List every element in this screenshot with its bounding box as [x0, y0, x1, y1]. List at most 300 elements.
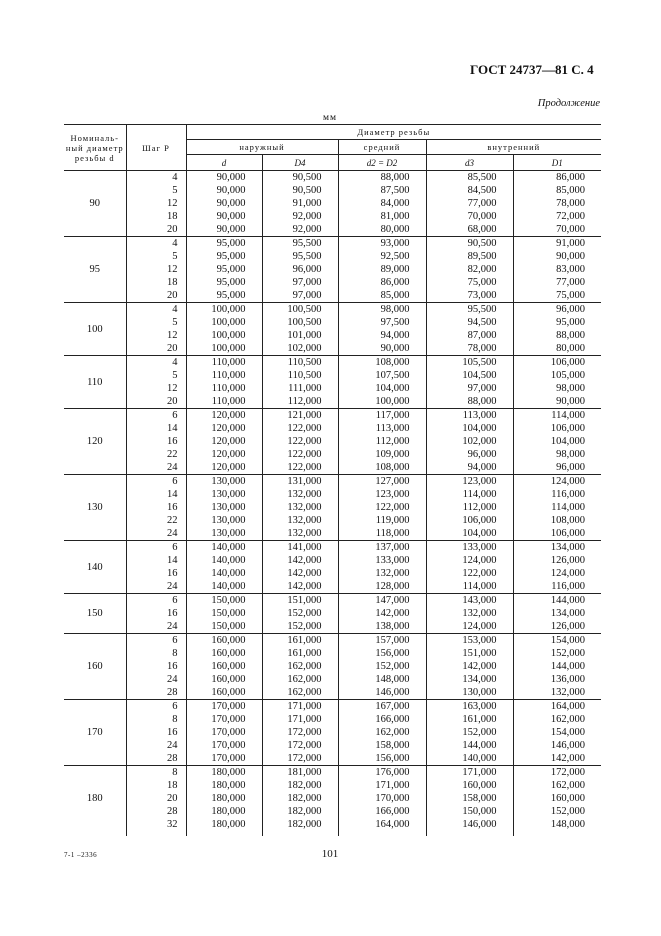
inner-d3-value: 90,500 — [467, 238, 497, 249]
middle-d2-column-cell — [338, 634, 426, 700]
pitch-value: 20 — [167, 224, 178, 235]
pitch-value: 4 — [172, 304, 178, 315]
pitch-value: 16 — [167, 502, 178, 513]
pitch-column-cell — [126, 700, 186, 766]
table-row-group — [64, 303, 601, 356]
pitch-value: 14 — [167, 555, 178, 566]
spacer-cell — [64, 831, 126, 836]
inner-d3-value: 94,500 — [467, 317, 497, 328]
inner-d3-value: 142,000 — [462, 661, 497, 672]
outer-d-value: 140,000 — [211, 568, 246, 579]
middle-d2-value: 158,000 — [375, 740, 410, 751]
pitch-value: 6 — [172, 410, 178, 421]
inner-D1-value: 152,000 — [550, 648, 586, 659]
inner-D1-value: 124,000 — [550, 476, 586, 487]
inner-D1-value: 90,000 — [556, 251, 586, 262]
pitch-value: 16 — [167, 568, 178, 579]
pitch-value: 24 — [167, 621, 178, 632]
outer-D4-value: 171,000 — [287, 714, 322, 725]
inner-D1-value: 86,000 — [556, 172, 586, 183]
inner-d3-value: 75,000 — [467, 277, 497, 288]
outer-d-column-cell — [186, 475, 262, 541]
spacer-cell — [338, 831, 426, 836]
outer-d-column-cell — [186, 237, 262, 303]
inner-d3-value: 153,000 — [462, 635, 497, 646]
inner-D1-value: 114,000 — [551, 410, 586, 421]
inner-d3-value: 97,000 — [467, 383, 497, 394]
outer-D4-column-cell — [262, 700, 338, 766]
inner-d3-value: 113,000 — [462, 410, 497, 421]
inner-D1-value: 126,000 — [550, 621, 586, 632]
inner-d3-value: 106,000 — [462, 515, 497, 526]
header-outer-D4: D4 — [262, 155, 338, 171]
outer-D4-value: 161,000 — [287, 648, 322, 659]
middle-d2-value: 113,000 — [375, 423, 410, 434]
outer-D4-value: 182,000 — [287, 793, 322, 804]
inner-D1-value: 154,000 — [550, 635, 586, 646]
outer-D4-value: 122,000 — [287, 436, 322, 447]
middle-d2-value: 109,000 — [375, 449, 410, 460]
outer-d-value: 130,000 — [211, 489, 246, 500]
inner-d3-value: 160,000 — [462, 780, 497, 791]
outer-D4-value: 110,500 — [287, 357, 322, 368]
inner-d3-value: 95,500 — [467, 304, 497, 315]
inner-d3-column-cell — [426, 171, 513, 237]
pitch-value: 24 — [167, 740, 178, 751]
inner-d3-value: 171,000 — [462, 767, 497, 778]
pitch-value: 6 — [172, 701, 178, 712]
inner-d3-value: 140,000 — [462, 753, 497, 764]
middle-d2-value: 107,500 — [375, 370, 410, 381]
inner-d3-value: 122,000 — [462, 568, 497, 579]
outer-D4-value: 172,000 — [287, 740, 322, 751]
header-thread-diameter: Диаметр резьбы — [186, 125, 601, 140]
middle-d2-value: 146,000 — [375, 687, 410, 698]
middle-d2-value: 88,000 — [380, 172, 410, 183]
pitch-value: 20 — [167, 290, 178, 301]
outer-D4-column-cell — [262, 541, 338, 594]
outer-d-value: 90,000 — [216, 211, 246, 222]
inner-D1-value: 106,000 — [550, 528, 586, 539]
outer-D4-value: 112,000 — [287, 396, 322, 407]
outer-d-column-cell — [186, 766, 262, 832]
outer-d-value: 160,000 — [211, 674, 246, 685]
header-middle-d2: d2 = D2 — [338, 155, 426, 171]
middle-d2-value: 112,000 — [375, 436, 410, 447]
inner-D1-value: 124,000 — [550, 568, 586, 579]
middle-d2-column-cell — [338, 541, 426, 594]
pitch-value: 24 — [167, 674, 178, 685]
inner-d3-value: 88,000 — [467, 396, 497, 407]
outer-D4-value: 97,000 — [292, 290, 322, 301]
nominal-diameter-cell: 130 — [64, 475, 126, 541]
outer-d-value: 170,000 — [211, 727, 246, 738]
outer-d-value: 160,000 — [211, 635, 246, 646]
table-row-group — [64, 766, 601, 832]
outer-D4-value: 92,000 — [292, 211, 322, 222]
middle-d2-value: 167,000 — [375, 701, 410, 712]
outer-D4-value: 182,000 — [287, 806, 322, 817]
outer-D4-value: 172,000 — [287, 727, 322, 738]
outer-d-value: 120,000 — [211, 423, 246, 434]
middle-d2-value: 123,000 — [375, 489, 410, 500]
outer-d-value: 120,000 — [211, 436, 246, 447]
pitch-value: 5 — [172, 185, 178, 196]
middle-d2-value: 85,000 — [380, 290, 410, 301]
outer-d-value: 95,000 — [216, 277, 246, 288]
middle-d2-column-cell — [338, 356, 426, 409]
inner-D1-column-cell — [513, 171, 601, 237]
nominal-diameter-cell: 160 — [64, 634, 126, 700]
pitch-value: 14 — [167, 423, 178, 434]
inner-D1-value: 96,000 — [556, 462, 586, 473]
outer-D4-value: 182,000 — [287, 819, 322, 830]
middle-d2-value: 92,500 — [380, 251, 410, 262]
pitch-column-cell — [126, 634, 186, 700]
inner-D1-column-cell — [513, 409, 601, 475]
middle-d2-value: 119,000 — [375, 515, 410, 526]
inner-d3-value: 87,000 — [467, 330, 497, 341]
pitch-value: 22 — [167, 515, 178, 526]
outer-d-value: 95,000 — [216, 264, 246, 275]
inner-D1-value: 116,000 — [551, 581, 586, 592]
middle-d2-column-cell — [338, 594, 426, 634]
pitch-value: 8 — [172, 648, 178, 659]
outer-d-value: 90,000 — [216, 198, 246, 209]
inner-d3-value: 124,000 — [462, 555, 497, 566]
spacer-cell — [126, 831, 186, 836]
inner-D1-value: 162,000 — [550, 714, 586, 725]
outer-D4-column-cell — [262, 475, 338, 541]
inner-d3-value: 161,000 — [462, 714, 497, 725]
middle-d2-column-cell — [338, 700, 426, 766]
pitch-value: 28 — [167, 753, 178, 764]
middle-d2-value: 147,000 — [375, 595, 410, 606]
outer-D4-value: 92,000 — [292, 224, 322, 235]
outer-D4-value: 142,000 — [287, 555, 322, 566]
pitch-value: 4 — [172, 172, 178, 183]
middle-d2-value: 142,000 — [375, 608, 410, 619]
pitch-value: 5 — [172, 251, 178, 262]
pitch-value: 4 — [172, 357, 178, 368]
inner-d3-value: 94,000 — [467, 462, 497, 473]
inner-d3-column-cell — [426, 541, 513, 594]
outer-D4-value: 90,500 — [292, 172, 322, 183]
inner-d3-column-cell — [426, 303, 513, 356]
outer-d-value: 95,000 — [216, 251, 246, 262]
outer-D4-column-cell — [262, 356, 338, 409]
outer-d-value: 160,000 — [211, 687, 246, 698]
outer-d-value: 130,000 — [211, 502, 246, 513]
middle-d2-value: 166,000 — [375, 714, 410, 725]
middle-d2-value: 148,000 — [375, 674, 410, 685]
middle-d2-value: 128,000 — [375, 581, 410, 592]
outer-D4-value: 142,000 — [287, 568, 322, 579]
pitch-value: 32 — [167, 819, 178, 830]
inner-d3-value: 84,500 — [467, 185, 497, 196]
pitch-value: 20 — [167, 396, 178, 407]
middle-d2-value: 127,000 — [375, 476, 410, 487]
outer-D4-value: 101,000 — [287, 330, 322, 341]
pitch-value: 16 — [167, 661, 178, 672]
outer-d-value: 95,000 — [216, 290, 246, 301]
middle-d2-value: 164,000 — [375, 819, 410, 830]
outer-d-column-cell — [186, 541, 262, 594]
middle-d2-value: 171,000 — [375, 780, 410, 791]
nominal-diameter-cell: 140 — [64, 541, 126, 594]
inner-d3-value: 70,000 — [467, 211, 497, 222]
outer-d-value: 110,000 — [211, 396, 246, 407]
middle-d2-value: 156,000 — [375, 753, 410, 764]
header-inner-D1: D1 — [513, 155, 601, 171]
inner-D1-value: 172,000 — [550, 767, 586, 778]
outer-D4-column-cell — [262, 766, 338, 832]
outer-D4-value: 162,000 — [287, 687, 322, 698]
middle-d2-value: 87,500 — [380, 185, 410, 196]
inner-d3-value: 82,000 — [467, 264, 497, 275]
outer-d-column-cell — [186, 356, 262, 409]
outer-D4-value: 132,000 — [287, 528, 322, 539]
outer-D4-value: 100,500 — [287, 317, 322, 328]
middle-d2-value: 117,000 — [375, 410, 410, 421]
inner-D1-column-cell — [513, 475, 601, 541]
pitch-value: 28 — [167, 687, 178, 698]
pitch-column-cell — [126, 541, 186, 594]
middle-d2-value: 152,000 — [375, 661, 410, 672]
inner-d3-value: 134,000 — [462, 674, 497, 685]
inner-d3-column-cell — [426, 237, 513, 303]
outer-d-column-cell — [186, 303, 262, 356]
inner-D1-value: 114,000 — [551, 502, 586, 513]
middle-d2-value: 138,000 — [375, 621, 410, 632]
inner-D1-value: 88,000 — [556, 330, 586, 341]
inner-d3-value: 104,000 — [462, 423, 497, 434]
inner-D1-value: 148,000 — [550, 819, 586, 830]
inner-d3-value: 89,500 — [467, 251, 497, 262]
middle-d2-value: 90,000 — [380, 343, 410, 354]
inner-D1-value: 106,000 — [550, 357, 586, 368]
unit-label: мм — [322, 113, 338, 123]
pitch-value: 28 — [167, 806, 178, 817]
outer-D4-value: 142,000 — [287, 581, 322, 592]
pitch-value: 14 — [167, 489, 178, 500]
outer-d-value: 160,000 — [211, 648, 246, 659]
inner-d3-value: 102,000 — [462, 436, 497, 447]
inner-D1-column-cell — [513, 766, 601, 832]
pitch-column-cell — [126, 171, 186, 237]
inner-D1-column-cell — [513, 594, 601, 634]
pitch-column-cell — [126, 766, 186, 832]
inner-D1-value: 90,000 — [556, 396, 586, 407]
print-code: 7-1 –2336 — [64, 851, 98, 859]
pitch-column-cell — [126, 409, 186, 475]
header-nominal-diameter: Номиналь-ный диаметр резьбы d — [64, 125, 126, 171]
nominal-diameter-cell: 170 — [64, 700, 126, 766]
header-outer-d: d — [186, 155, 262, 171]
outer-D4-value: 151,000 — [287, 595, 322, 606]
outer-d-value: 160,000 — [211, 661, 246, 672]
outer-D4-value: 96,000 — [292, 264, 322, 275]
table-body — [64, 171, 601, 837]
outer-d-value: 140,000 — [211, 555, 246, 566]
pitch-value: 6 — [172, 542, 178, 553]
inner-D1-value: 75,000 — [556, 290, 586, 301]
middle-d2-value: 133,000 — [375, 555, 410, 566]
inner-d3-column-cell — [426, 475, 513, 541]
inner-D1-value: 70,000 — [556, 224, 586, 235]
outer-D4-column-cell — [262, 171, 338, 237]
middle-d2-value: 176,000 — [375, 767, 410, 778]
header-middle: средний — [338, 140, 426, 155]
inner-d3-value: 77,000 — [467, 198, 497, 209]
inner-d3-value: 73,000 — [467, 290, 497, 301]
header-inner: внутренний — [426, 140, 601, 155]
outer-d-value: 90,000 — [216, 185, 246, 196]
pitch-column-cell — [126, 237, 186, 303]
inner-d3-value: 150,000 — [462, 806, 497, 817]
outer-D4-value: 100,500 — [287, 304, 322, 315]
inner-D1-value: 136,000 — [550, 674, 586, 685]
outer-d-value: 130,000 — [211, 515, 246, 526]
inner-D1-value: 91,000 — [556, 238, 586, 249]
inner-D1-value: 85,000 — [556, 185, 586, 196]
inner-D1-value: 78,000 — [556, 198, 586, 209]
spacer-cell — [262, 831, 338, 836]
outer-d-value: 110,000 — [211, 370, 246, 381]
spacer-cell — [426, 831, 513, 836]
inner-d3-value: 104,000 — [462, 528, 497, 539]
outer-d-value: 180,000 — [211, 806, 246, 817]
inner-d3-value: 114,000 — [462, 489, 497, 500]
pitch-value: 12 — [167, 330, 178, 341]
middle-d2-column-cell — [338, 303, 426, 356]
pitch-value: 24 — [167, 528, 178, 539]
outer-d-column-cell — [186, 409, 262, 475]
outer-d-value: 180,000 — [211, 767, 246, 778]
outer-d-value: 170,000 — [211, 740, 246, 751]
outer-D4-value: 97,000 — [292, 277, 322, 288]
outer-d-value: 100,000 — [211, 343, 246, 354]
outer-d-value: 100,000 — [211, 317, 246, 328]
pitch-value: 18 — [167, 211, 178, 222]
inner-D1-value: 134,000 — [550, 542, 586, 553]
outer-D4-value: 95,500 — [292, 251, 322, 262]
outer-D4-value: 152,000 — [287, 621, 322, 632]
pitch-value: 4 — [172, 238, 178, 249]
outer-D4-value: 90,500 — [292, 185, 322, 196]
outer-d-value: 170,000 — [211, 714, 246, 725]
inner-D1-value: 134,000 — [550, 608, 586, 619]
pitch-value: 12 — [167, 383, 178, 394]
inner-d3-column-cell — [426, 356, 513, 409]
outer-d-value: 180,000 — [211, 780, 246, 791]
outer-d-value: 170,000 — [211, 753, 246, 764]
pitch-value: 16 — [167, 436, 178, 447]
outer-d-value: 130,000 — [211, 528, 246, 539]
middle-d2-column-cell — [338, 237, 426, 303]
inner-d3-value: 143,000 — [462, 595, 497, 606]
inner-D1-column-cell — [513, 356, 601, 409]
outer-d-value: 120,000 — [211, 462, 246, 473]
pitch-value: 18 — [167, 780, 178, 791]
outer-d-value: 95,000 — [216, 238, 246, 249]
outer-D4-value: 132,000 — [287, 489, 322, 500]
outer-D4-value: 111,000 — [288, 383, 322, 394]
outer-d-value: 110,000 — [211, 357, 246, 368]
middle-d2-value: 170,000 — [375, 793, 410, 804]
table-row-group — [64, 700, 601, 766]
inner-d3-value: 123,000 — [462, 476, 497, 487]
inner-d3-value: 133,000 — [462, 542, 497, 553]
inner-D1-value: 108,000 — [550, 515, 586, 526]
middle-d2-value: 80,000 — [380, 224, 410, 235]
inner-D1-column-cell — [513, 634, 601, 700]
outer-D4-value: 141,000 — [287, 542, 322, 553]
inner-d3-value: 152,000 — [462, 727, 497, 738]
middle-d2-value: 98,000 — [380, 304, 410, 315]
outer-d-value: 100,000 — [211, 330, 246, 341]
middle-d2-column-cell — [338, 475, 426, 541]
outer-d-value: 170,000 — [211, 701, 246, 712]
inner-d3-value: 114,000 — [462, 581, 497, 592]
inner-D1-value: 98,000 — [556, 449, 586, 460]
pitch-value: 8 — [172, 767, 178, 778]
table-row-group — [64, 541, 601, 594]
inner-D1-column-cell — [513, 303, 601, 356]
pitch-column-cell — [126, 303, 186, 356]
table-row-group — [64, 594, 601, 634]
middle-d2-column-cell — [338, 409, 426, 475]
middle-d2-column-cell — [338, 766, 426, 832]
pitch-value: 5 — [172, 317, 178, 328]
table-row-group — [64, 409, 601, 475]
middle-d2-value: 93,000 — [380, 238, 410, 249]
inner-d3-value: 130,000 — [462, 687, 497, 698]
middle-d2-value: 86,000 — [380, 277, 410, 288]
inner-D1-value: 72,000 — [556, 211, 586, 222]
middle-d2-value: 162,000 — [375, 727, 410, 738]
inner-d3-value: 146,000 — [462, 819, 497, 830]
nominal-diameter-cell: 110 — [64, 356, 126, 409]
outer-D4-column-cell — [262, 409, 338, 475]
inner-D1-value: 164,000 — [550, 701, 586, 712]
pitch-column-cell — [126, 594, 186, 634]
table-row-group — [64, 634, 601, 700]
inner-D1-value: 154,000 — [550, 727, 586, 738]
outer-D4-value: 171,000 — [287, 701, 322, 712]
outer-d-value: 120,000 — [211, 410, 246, 421]
outer-D4-value: 91,000 — [292, 198, 322, 209]
inner-D1-value: 152,000 — [550, 806, 586, 817]
inner-D1-value: 116,000 — [551, 489, 586, 500]
inner-D1-value: 104,000 — [550, 436, 586, 447]
outer-D4-value: 95,500 — [292, 238, 322, 249]
middle-d2-value: 100,000 — [375, 396, 410, 407]
pitch-column-cell — [126, 356, 186, 409]
outer-D4-value: 182,000 — [287, 780, 322, 791]
outer-d-value: 120,000 — [211, 449, 246, 460]
pitch-value: 20 — [167, 793, 178, 804]
outer-D4-value: 102,000 — [287, 343, 322, 354]
outer-d-value: 140,000 — [211, 581, 246, 592]
outer-D4-column-cell — [262, 303, 338, 356]
outer-D4-value: 161,000 — [287, 635, 322, 646]
inner-D1-value: 80,000 — [556, 343, 586, 354]
table-row-group — [64, 237, 601, 303]
outer-D4-value: 110,500 — [287, 370, 322, 381]
outer-d-value: 180,000 — [211, 793, 246, 804]
pitch-value: 6 — [172, 635, 178, 646]
